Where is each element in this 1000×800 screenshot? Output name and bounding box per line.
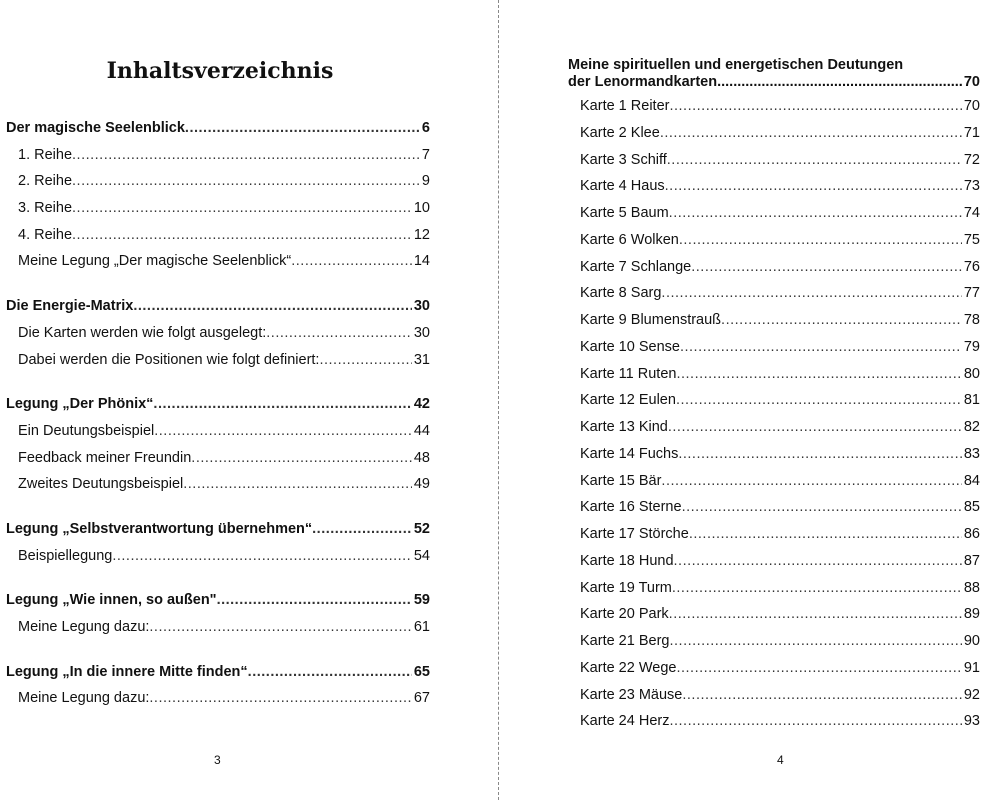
toc-card-entry[interactable] <box>568 361 980 388</box>
leader-dots <box>669 708 961 735</box>
toc-entry-label: 2. Reihe <box>18 173 73 190</box>
toc-entry-page: 75 <box>963 231 980 248</box>
toc-card-entry[interactable] <box>568 173 980 200</box>
leader-dots <box>149 614 411 641</box>
toc-entry-page: 78 <box>963 312 980 328</box>
leader-dots <box>319 347 411 374</box>
toc-entry-label: Karte 14 Fuchs <box>580 445 679 462</box>
toc-card-entry[interactable] <box>568 307 980 334</box>
toc-card-entry[interactable] <box>568 147 980 174</box>
leader-dots <box>291 248 412 275</box>
toc-card-entry[interactable] <box>568 601 980 628</box>
leader-dots <box>669 200 962 227</box>
card-list <box>568 93 980 735</box>
toc-card-entry[interactable] <box>568 655 980 682</box>
toc-entry-label: Legung „In die innere Mitte finden“ <box>6 663 248 680</box>
toc-subentry[interactable] <box>6 320 430 347</box>
leader-dots <box>183 471 412 498</box>
toc-entry-page: 79 <box>963 338 980 355</box>
toc-entry-label: Feedback meiner Freundin <box>18 449 192 466</box>
toc-entry-page: 54 <box>413 547 430 564</box>
leader-dots <box>72 195 412 222</box>
toc-subentry[interactable] <box>6 543 430 570</box>
toc-card-entry[interactable] <box>568 414 980 441</box>
toc-entry-label: Karte 15 Bär <box>580 472 662 489</box>
toc-entry-page: 80 <box>963 365 980 382</box>
leader-dots <box>678 441 962 468</box>
leader-dots <box>682 494 962 521</box>
toc-entry-page: 93 <box>963 713 980 730</box>
toc-entry-label: Die Energie-Matrix <box>6 298 134 315</box>
toc-entry-page: 70 <box>963 98 980 114</box>
toc-entry-label: Karte 19 Turm <box>580 579 672 596</box>
toc-entry-page: 82 <box>963 419 980 435</box>
leader-dots <box>721 307 962 334</box>
toc-entry-page: 74 <box>963 205 980 221</box>
toc-entry-page: 86 <box>963 526 980 542</box>
left-page <box>0 0 497 800</box>
toc-entry-label: 1. Reihe <box>18 146 73 163</box>
toc-entry-page: 61 <box>413 619 430 635</box>
toc-section[interactable] <box>6 293 430 320</box>
leader-dots <box>133 293 412 320</box>
toc-entry-page: 83 <box>963 445 980 462</box>
toc-entry-page: 72 <box>963 151 980 168</box>
toc-heading-line1: Meine spirituellen und energetischen Deutungen <box>568 57 904 73</box>
toc-subentry[interactable] <box>6 614 430 641</box>
toc-entry-page: 14 <box>413 253 430 270</box>
toc-entry-page: 73 <box>963 178 980 195</box>
leader-dots <box>676 387 962 414</box>
toc-subentry[interactable] <box>6 471 430 498</box>
toc-section[interactable] <box>6 587 430 614</box>
toc-entry-page: 67 <box>413 690 430 707</box>
toc-subentry[interactable] <box>6 445 430 472</box>
toc-card-entry[interactable] <box>568 441 980 468</box>
toc-heading-line2: der Lenormandkarten <box>568 74 718 90</box>
toc-entry-page: 30 <box>413 298 430 315</box>
toc-entry-page: 85 <box>963 499 980 516</box>
toc-card-entry[interactable] <box>568 708 980 735</box>
toc-entry-page: 88 <box>963 579 980 596</box>
leader-dots <box>676 361 961 388</box>
leader-dots <box>661 280 961 307</box>
toc-card-entry[interactable] <box>568 93 980 120</box>
toc-entry-label: 3. Reihe <box>18 200 73 217</box>
toc-card-entry[interactable] <box>568 254 980 281</box>
toc-entry-page: 71 <box>963 124 980 141</box>
toc-entry-label: Karte 7 Schlange <box>580 258 692 275</box>
toc-card-entry[interactable] <box>568 334 980 361</box>
leader-dots <box>72 222 412 249</box>
toc-entry-page: 77 <box>963 285 980 302</box>
toc-entry-page: 87 <box>963 552 980 569</box>
leader-dots <box>682 682 961 709</box>
leader-dots <box>668 414 962 441</box>
leader-dots <box>679 227 962 254</box>
leader-dots <box>72 168 420 195</box>
leader-dots <box>665 173 962 200</box>
toc-entry-label: Meine Legung dazu: <box>18 619 150 635</box>
toc-entry-label: Karte 13 Kind <box>580 419 668 435</box>
leader-dots <box>669 601 962 628</box>
leader-dots <box>112 543 412 570</box>
toc-entry-label: Karte 22 Wege <box>580 659 677 676</box>
leader-dots <box>154 418 412 445</box>
toc-entry-label: Karte 18 Hund <box>580 552 674 569</box>
toc-section[interactable] <box>6 115 430 142</box>
toc-card-entry[interactable] <box>568 120 980 147</box>
toc-entry-label: Legung „Selbstverantwortung übernehmen“ <box>6 520 313 537</box>
toc-entry-label: Legung „Der Phönix“ <box>6 396 154 413</box>
toc-subentry[interactable] <box>6 248 430 275</box>
toc-heading-lenormand[interactable] <box>568 57 980 91</box>
toc-entry-label: Ein Deutungsbeispiel <box>18 422 155 439</box>
toc-entry-label: Beispiellegung <box>18 547 113 564</box>
toc-entry-label: 4. Reihe <box>18 226 73 243</box>
toc-entry-label: Karte 11 Ruten <box>580 365 677 382</box>
toc-entry-label: Karte 4 Haus <box>580 178 665 195</box>
leader-dots <box>153 391 411 418</box>
toc-card-entry[interactable] <box>568 387 980 414</box>
toc-subentry[interactable] <box>6 142 430 169</box>
toc-entry-page: 65 <box>413 663 430 680</box>
toc-right <box>568 57 980 735</box>
toc-entry-label: Karte 17 Störche <box>580 526 689 542</box>
toc-subentry[interactable] <box>6 685 430 712</box>
right-page <box>500 0 1000 800</box>
toc-section[interactable] <box>6 516 430 543</box>
toc-entry-page: 10 <box>413 200 430 217</box>
toc-entry-label: Karte 1 Reiter <box>580 98 670 114</box>
toc-entry-label: Legung „Wie innen, so außen" <box>6 592 217 609</box>
toc-heading-page: 70 <box>963 74 980 90</box>
toc-entry-page: 76 <box>963 258 980 275</box>
toc-entry-page: 90 <box>963 633 980 649</box>
toc-entry-label: Karte 2 Klee <box>580 124 660 141</box>
toc-card-entry[interactable] <box>568 682 980 709</box>
page-title: Inhaltsverzeichnis <box>106 58 334 84</box>
toc-entry-label: Karte 6 Wolken <box>580 231 679 248</box>
toc-entry-label: Meine Legung „Der magische Seelenblick“ <box>18 253 292 270</box>
toc-entry-page: 9 <box>421 173 430 190</box>
toc-card-entry[interactable] <box>568 227 980 254</box>
page-number-right: 4 <box>777 753 784 767</box>
toc-card-entry[interactable] <box>568 575 980 602</box>
leader-dots <box>669 93 961 120</box>
leader-dots <box>217 587 412 614</box>
leader-dots <box>312 516 412 543</box>
toc-entry-label: Die Karten werden wie folgt ausgelegt: <box>18 324 267 341</box>
leader-dots <box>674 548 962 575</box>
toc-entry-label: Karte 21 Berg <box>580 633 670 649</box>
toc-entry-label: Meine Legung dazu: <box>18 690 150 707</box>
toc-card-entry[interactable] <box>568 548 980 575</box>
toc-entry-label: Karte 5 Baum <box>580 205 669 221</box>
toc-entry-page: 31 <box>413 351 430 368</box>
toc-entry-page: 48 <box>413 449 430 466</box>
toc-subentry[interactable] <box>6 195 430 222</box>
toc-entry-page: 91 <box>963 659 980 676</box>
toc-entry-label: Karte 9 Blumenstrauß <box>580 312 722 328</box>
leader-dots <box>660 120 962 147</box>
leader-dots <box>672 575 962 602</box>
toc-entry-label: Karte 23 Mäuse <box>580 686 683 703</box>
toc-entry-page: 6 <box>421 120 430 136</box>
leader-dots <box>72 142 420 169</box>
toc-entry-page: 7 <box>421 146 430 163</box>
toc-subentry[interactable] <box>6 347 430 374</box>
toc-section[interactable] <box>6 659 430 686</box>
leader-dots <box>680 334 962 361</box>
toc-entry-label: Karte 16 Sterne <box>580 499 682 516</box>
toc-card-entry[interactable] <box>568 628 980 655</box>
leader-dots <box>717 74 962 91</box>
toc-card-entry[interactable] <box>568 494 980 521</box>
toc-subentry[interactable] <box>6 418 430 445</box>
toc-entry-label: Karte 8 Sarg <box>580 285 662 302</box>
toc-card-entry[interactable] <box>568 521 980 548</box>
toc-card-entry[interactable] <box>568 280 980 307</box>
toc-section[interactable] <box>6 391 430 418</box>
toc-entry-label: Dabei werden die Positionen wie folgt definiert: <box>18 351 320 368</box>
leader-dots <box>191 445 412 472</box>
toc-left <box>6 115 430 712</box>
toc-entry-label: Karte 10 Sense <box>580 338 680 355</box>
leader-dots <box>667 147 962 174</box>
toc-entry-label: Karte 20 Park <box>580 606 669 623</box>
leader-dots <box>248 659 412 686</box>
toc-subentry[interactable] <box>6 222 430 249</box>
leader-dots <box>185 115 420 142</box>
leader-dots <box>149 685 411 712</box>
toc-entry-page: 59 <box>413 592 430 609</box>
toc-entry-label: Karte 12 Eulen <box>580 392 676 409</box>
leader-dots <box>669 628 961 655</box>
toc-card-entry[interactable] <box>568 200 980 227</box>
toc-card-entry[interactable] <box>568 468 980 495</box>
leader-dots <box>676 655 961 682</box>
toc-entry-page: 89 <box>963 606 980 623</box>
page-number-left: 3 <box>214 753 221 767</box>
toc-entry-label: Karte 24 Herz <box>580 713 670 730</box>
page-divider <box>498 0 499 800</box>
leader-dots <box>689 521 962 548</box>
toc-entry-page: 30 <box>413 324 430 341</box>
toc-entry-label: Der magische Seelenblick <box>6 120 185 136</box>
toc-entry-page: 81 <box>963 392 980 409</box>
toc-entry-page: 84 <box>963 472 980 489</box>
toc-entry-page: 12 <box>413 226 430 243</box>
toc-entry-page: 42 <box>413 396 430 413</box>
toc-entry-page: 44 <box>413 422 430 439</box>
toc-entry-page: 52 <box>413 520 430 537</box>
leader-dots <box>661 468 961 495</box>
toc-subentry[interactable] <box>6 168 430 195</box>
leader-dots <box>691 254 962 281</box>
toc-entry-page: 92 <box>963 686 980 703</box>
toc-entry-label: Karte 3 Schiff <box>580 151 667 168</box>
toc-entry-page: 49 <box>413 476 430 493</box>
leader-dots <box>266 320 412 347</box>
toc-entry-label: Zweites Deutungsbeispiel <box>18 476 184 493</box>
